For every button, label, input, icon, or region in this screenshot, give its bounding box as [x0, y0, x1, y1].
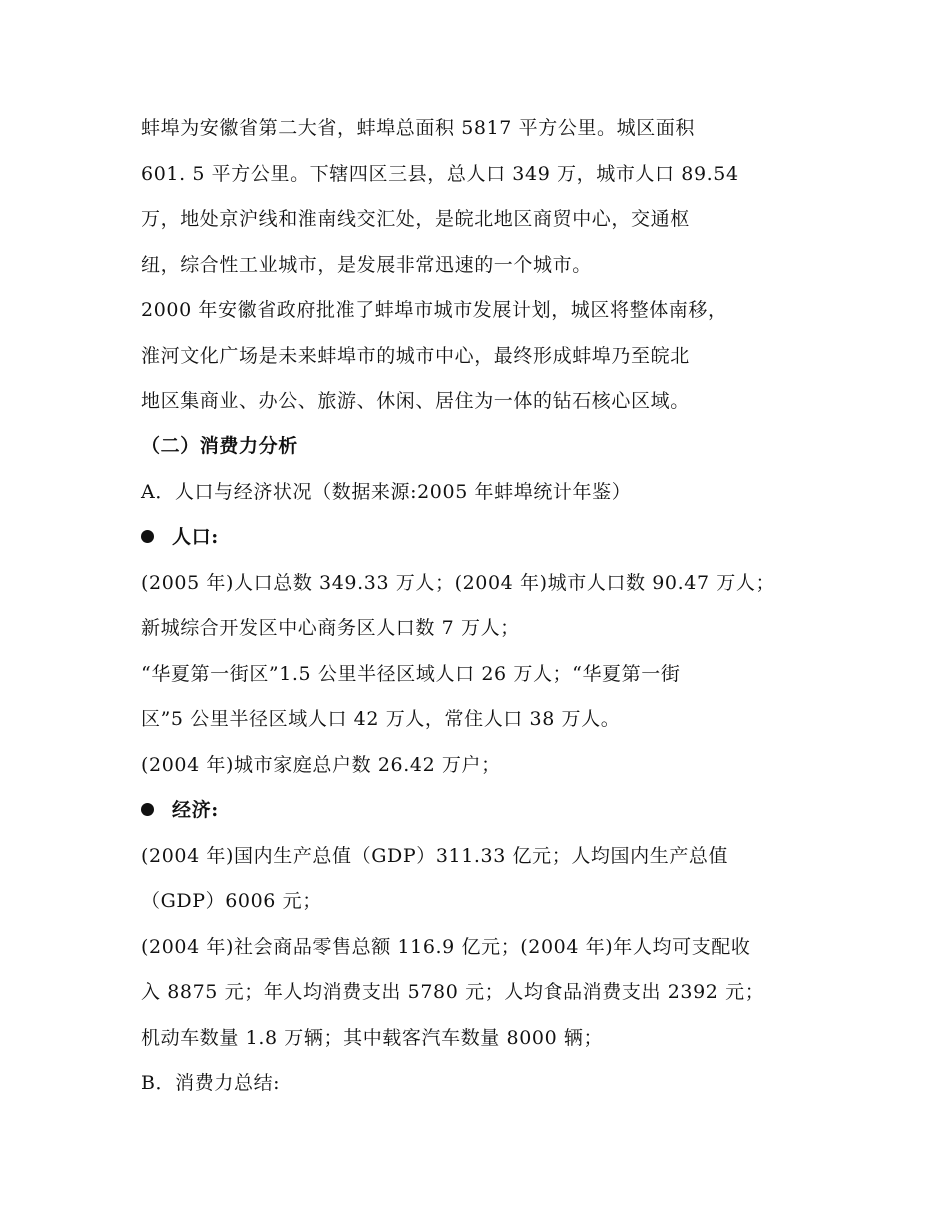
section-heading: （二）消费力分析 — [141, 435, 298, 457]
paragraph-line: 机动车数量 1.8 万辆；其中载客汽车数量 8000 辆； — [141, 1027, 604, 1049]
paragraph-line: (2005 年)人口总数 349.33 万人；(2004 年)城市人口数 90.47 万人； — [141, 572, 776, 594]
paragraph-line: 淮河文化广场是未来蚌埠市的城市中心，最终形成蚌埠乃至皖北 — [141, 345, 690, 367]
paragraph-line: 地区集商业、办公、旅游、休闲、居住为一体的钻石核心区域。 — [141, 390, 690, 412]
paragraph-line: 入 8875 元；年人均消费支出 5780 元；人均食品消费支出 2392 元； — [141, 981, 765, 1003]
paragraph-line: （GDP）6006 元； — [141, 890, 322, 912]
paragraph-line: 2000 年安徽省政府批准了蚌埠市城市发展计划，城区将整体南移， — [141, 299, 728, 321]
subsection-heading: B．消费力总结: — [141, 1072, 281, 1094]
bullet-icon — [141, 530, 154, 543]
paragraph-line: (2004 年)社会商品零售总额 116.9 亿元；(2004 年)年人均可支配收 — [141, 936, 751, 958]
paragraph-line: “华夏第一街区”1.5 公里半径区域人口 26 万人；“华夏第一街 — [141, 663, 681, 685]
paragraph-line: 601. 5 平方公里。下辖四区三县，总人口 349 万，城市人口 89.54 — [141, 163, 739, 185]
paragraph-line: 区”5 公里半径区域人口 42 万人，常住人口 38 万人。 — [141, 708, 621, 730]
bullet-item-population — [141, 525, 219, 549]
subsection-heading: A．人口与经济状况（数据来源:2005 年蚌埠统计年鉴） — [141, 481, 632, 503]
bullet-label: 人口: — [172, 526, 219, 548]
bullet-item-economy — [141, 798, 219, 822]
paragraph-line: 新城综合开发区中心商务区人口数 7 万人； — [141, 617, 520, 639]
bullet-icon — [141, 803, 154, 816]
paragraph-line: (2004 年)国内生产总值（GDP）311.33 亿元；人均国内生产总值 — [141, 845, 729, 867]
paragraph-line: (2004 年)城市家庭总户数 26.42 万户； — [141, 754, 501, 776]
paragraph-line: 万，地处京沪线和淮南线交汇处，是皖北地区商贸中心，交通枢 — [141, 208, 690, 230]
paragraph-line: 蚌埠为安徽省第二大省，蚌埠总面积 5817 平方公里。城区面积 — [141, 117, 696, 139]
paragraph-line: 纽，综合性工业城市，是发展非常迅速的一个城市。 — [141, 254, 592, 276]
bullet-label: 经济: — [172, 799, 219, 821]
